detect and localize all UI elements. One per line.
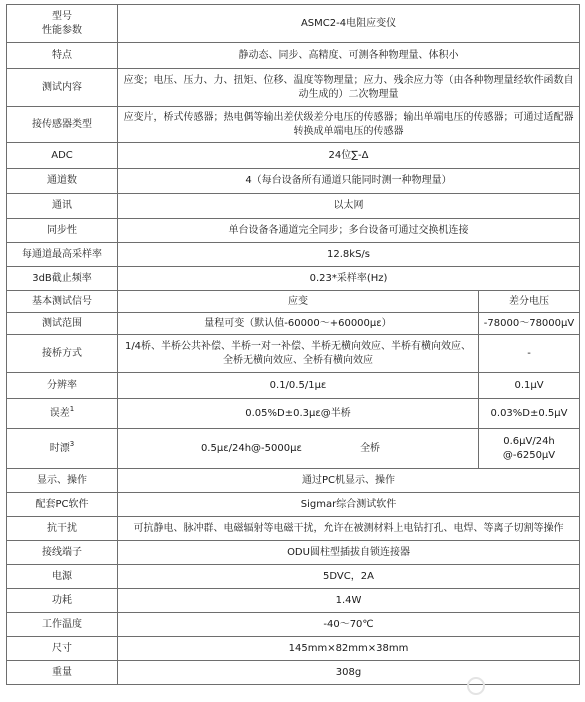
connector-value: ODU圆柱型插拔自锁连接器 <box>118 541 580 565</box>
bridge-voltage: - <box>479 335 580 373</box>
comm-label: 通讯 <box>7 194 118 219</box>
comm-value: 以太网 <box>118 194 580 219</box>
drift-voltage-cell <box>479 429 580 469</box>
power-value: 5DVC，2A <box>118 565 580 589</box>
temp-label: 工作温度 <box>7 613 118 637</box>
row-features <box>7 43 580 69</box>
watermark-logo <box>467 676 575 698</box>
row-drift <box>7 429 580 469</box>
power-label: 电源 <box>7 565 118 589</box>
sensor-type-value: 应变片，桥式传感器；热电偶等输出差伏级差分电压的传感器；输出单端电压的传感器；可通过适配器转换成单端电压的传感器 <box>118 107 580 143</box>
model-value: ASMC2-4电阻应变仪 <box>118 5 580 43</box>
row-sensor-type <box>7 107 580 143</box>
software-value: Sigmar综合测试软件 <box>118 493 580 517</box>
resolution-voltage: 0.1μV <box>479 373 580 399</box>
display-value: 通过PC机显示、操作 <box>118 469 580 493</box>
row-model <box>7 5 580 43</box>
drift-label: 时漂 <box>49 442 70 454</box>
resolution-label: 分辨率 <box>7 373 118 399</box>
row-temperature <box>7 613 580 637</box>
adc-label: ADC <box>7 143 118 169</box>
error-label: 误差 <box>49 407 70 419</box>
perf-label: 性能参数 <box>42 24 82 36</box>
strain-header: 应变 <box>118 291 479 313</box>
resolution-strain: 0.1/0.5/1με <box>118 373 479 399</box>
row-test-content <box>7 69 580 107</box>
error-footnote: 1 <box>69 404 75 413</box>
weight-value: 308g <box>118 661 580 685</box>
drift-voltage-line1: 0.6μV/24h <box>503 435 555 447</box>
row-cutoff <box>7 267 580 291</box>
software-label: 配套PC软件 <box>7 493 118 517</box>
drift-strain: 0.5με/24h@-5000με <box>200 442 302 454</box>
error-voltage: 0.03%D±0.5μV <box>479 399 580 429</box>
row-software <box>7 493 580 517</box>
row-adc <box>7 143 580 169</box>
adc-value: 24位∑-Δ <box>118 143 580 169</box>
max-rate-label: 每通道最高采样率 <box>7 243 118 267</box>
channels-label: 通道数 <box>7 169 118 194</box>
connector-label: 接线端子 <box>7 541 118 565</box>
cutoff-value: 0.23*采样率(Hz) <box>118 267 580 291</box>
basic-signal-label: 基本测试信号 <box>7 291 118 313</box>
row-channels <box>7 169 580 194</box>
max-rate-value: 12.8kS/s <box>118 243 580 267</box>
row-range <box>7 313 580 335</box>
model-header-cell <box>7 5 118 43</box>
interference-value: 可抗静电、脉冲群、电磁辐射等电磁干扰，允许在被测材料上电钻打孔、电焊、等离子切割等操作 <box>118 517 580 541</box>
test-content-value: 应变；电压、压力、力、扭矩、位移、温度等物理量；应力、残余应力等（由各种物理量经软件函数自动生成的）二次物理量 <box>118 69 580 107</box>
drift-strain-cell <box>118 429 479 469</box>
bridge-strain: 1/4桥、半桥公共补偿、半桥一对一补偿、半桥无横向效应、半桥有横向效应、全桥无横向效应、全桥有横向效应 <box>118 335 479 373</box>
row-power <box>7 565 580 589</box>
error-strain: 0.05%D±0.3με@半桥 <box>118 399 479 429</box>
drift-voltage-line2: @-6250μV <box>502 449 556 461</box>
display-label: 显示、操作 <box>7 469 118 493</box>
watermark-circle-icon <box>467 677 485 695</box>
row-error <box>7 399 580 429</box>
features-label: 特点 <box>7 43 118 69</box>
row-resolution <box>7 373 580 399</box>
sensor-type-label: 接传感器类型 <box>7 107 118 143</box>
row-consumption <box>7 589 580 613</box>
cutoff-label: 3dB截止频率 <box>7 267 118 291</box>
row-size <box>7 637 580 661</box>
drift-label-cell <box>7 429 118 469</box>
row-display <box>7 469 580 493</box>
size-value: 145mm×82mm×38mm <box>118 637 580 661</box>
drift-strain-extra: 全桥 <box>360 442 381 454</box>
row-bridge <box>7 335 580 373</box>
error-label-cell <box>7 399 118 429</box>
range-strain: 量程可变（默认值-60000～+60000με） <box>118 313 479 335</box>
diff-voltage-header: 差分电压 <box>479 291 580 313</box>
size-label: 尺寸 <box>7 637 118 661</box>
channels-value: 4（每台设备所有通道只能同时测一种物理量） <box>118 169 580 194</box>
sync-value: 单台设备各通道完全同步；多台设备可通过交换机连接 <box>118 219 580 243</box>
bridge-label: 接桥方式 <box>7 335 118 373</box>
sync-label: 同步性 <box>7 219 118 243</box>
weight-label: 重量 <box>7 661 118 685</box>
row-connector <box>7 541 580 565</box>
range-voltage: -78000～78000μV <box>479 313 580 335</box>
temp-value: -40～70℃ <box>118 613 580 637</box>
drift-footnote: 3 <box>69 439 75 448</box>
interference-label: 抗干扰 <box>7 517 118 541</box>
consumption-value: 1.4W <box>118 589 580 613</box>
row-sync <box>7 219 580 243</box>
row-max-rate <box>7 243 580 267</box>
row-comm <box>7 194 580 219</box>
test-content-label: 测试内容 <box>7 69 118 107</box>
features-value: 静动态、同步、高精度、可测各种物理量、体积小 <box>118 43 580 69</box>
range-label: 测试范围 <box>7 313 118 335</box>
spec-table <box>6 4 580 685</box>
consumption-label: 功耗 <box>7 589 118 613</box>
model-label: 型号 <box>52 10 72 22</box>
row-basic-signal <box>7 291 580 313</box>
row-interference <box>7 517 580 541</box>
